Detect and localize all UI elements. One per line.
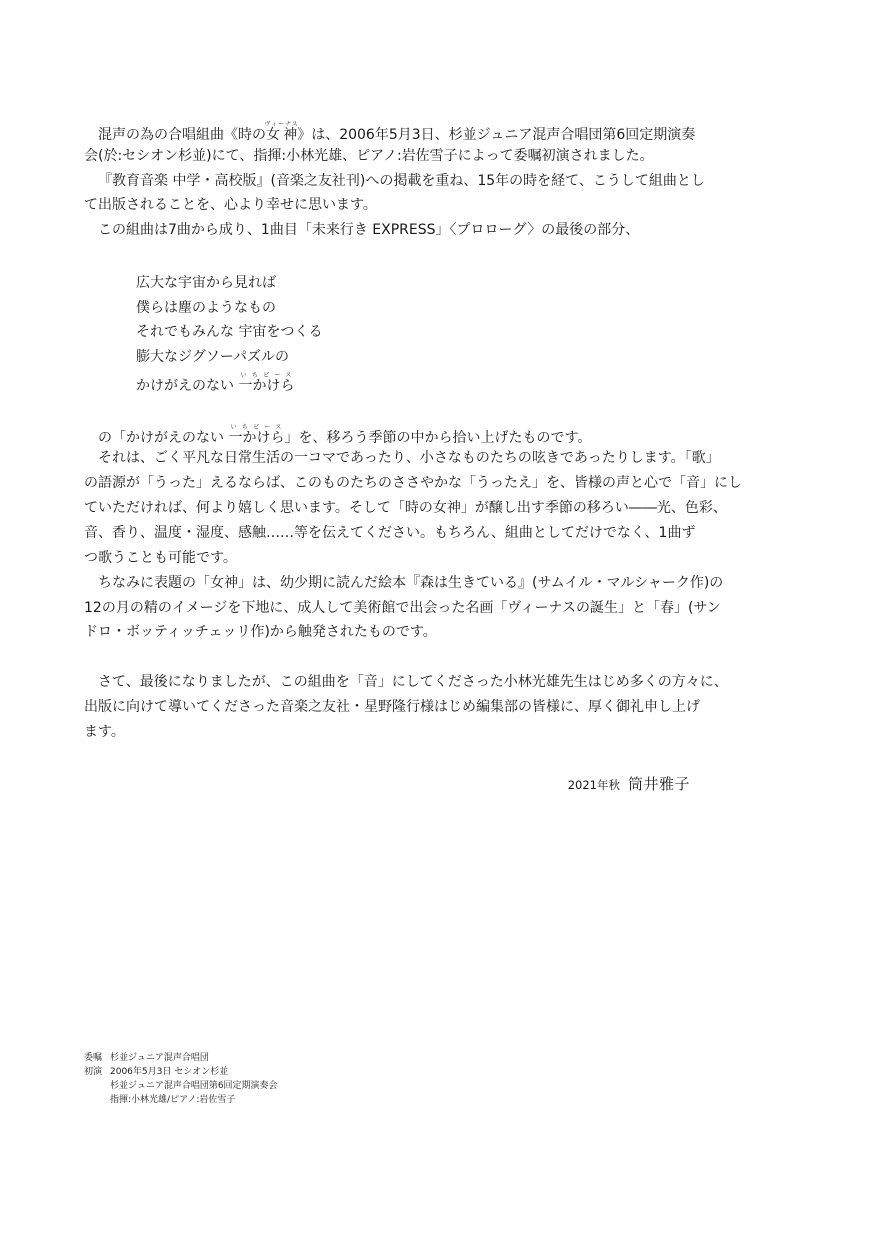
poem-line-5: かけがえのない 一かけらいちピース	[136, 372, 295, 394]
poem-line-1: 広大な宇宙から見れば	[136, 275, 276, 291]
piece-ruby: 一かけらいちピース	[228, 424, 285, 446]
signature	[568, 773, 690, 794]
venus-ruby: 女神ヴィーナス	[264, 121, 299, 143]
poem-line-2: 僕らは塵のようなもの	[136, 300, 276, 316]
paragraph-2-line-1: 『教育音楽 中学・高校版』(音楽之友社刊)への掲載を重ね、15年の時を経て、こうして組曲とし	[98, 173, 705, 189]
paragraph-7-line-3: ます。	[84, 724, 125, 740]
commission-label: 委嘱	[84, 1053, 103, 1063]
premiere-date-venue: 2006年5月3日 セシオン杉並	[110, 1067, 229, 1077]
premiere-concert: 杉並ジュニア混声合唱団第6回定期演奏会	[110, 1081, 278, 1091]
commission-row	[84, 1051, 278, 1065]
footer-credits	[84, 1051, 278, 1107]
paragraph-7-line-2: 出版に向けて導いてくださった音楽之友社・星野隆行様はじめ編集部の皆様に、厚く御礼申し上げ	[84, 699, 700, 715]
paragraph-5-line-4: 音、香り、温度・湿度、感触……等を伝えてください。もちろん、組曲としてだけでなく、1曲ず	[84, 525, 696, 541]
paragraph-4-line-1: の「かけがえのない 一かけらいちピース」を、移ろう季節の中から拾い上げたものです。	[98, 424, 592, 446]
paragraph-5-line-3: ていただければ、何より嬉しく思います。そして「時の女神」が醸し出す季節の移ろい――光、色彩、	[84, 500, 727, 516]
paragraph-6-line-1: ちなみに表題の「女神」は、幼少期に読んだ絵本『森は生きている』(サムイル・マルシャーク作)の	[98, 575, 724, 591]
poem-line-4: 膨大なジグソーパズルの	[136, 349, 290, 365]
paragraph-1-line-2: 会(於:セシオン杉並)にて、指揮:小林光雄、ピアノ:岩佐雪子によって委嘱初演されました。	[84, 148, 654, 164]
paragraph-2-line-2: て出版されることを、心より幸せに思います。	[84, 197, 377, 213]
paragraph-6-line-3: ドロ・ボッティッチェッリ作)から触発されたものです。	[84, 624, 437, 640]
poem-line-3: それでもみんな 宇宙をつくる	[136, 324, 323, 340]
paragraph-3-line-1: この組曲は7曲から成り、1曲目「未来行き EXPRESS」〈プロローグ〉の最後の部分、	[98, 222, 640, 238]
premiere-performers: 指揮:小林光雄/ピアノ:岩佐雪子	[110, 1095, 236, 1105]
premiere-row	[84, 1065, 278, 1079]
premiere-row-2	[84, 1079, 278, 1093]
paragraph-7-line-1: さて、最後になりましたが、この組曲を「音」にしてくださった小林光雄先生はじめ多くの方々に、	[98, 674, 728, 690]
paragraph-5-line-5: つ歌うことも可能です。	[84, 550, 237, 566]
paragraph-5-line-2: の語源が「うった」えるならば、このものたちのささやかな「うったえ」を、皆様の声と心で「音」にし	[84, 475, 742, 491]
piece-ruby: 一かけらいちピース	[238, 372, 295, 394]
premiere-row-3	[84, 1093, 278, 1107]
commission-value: 杉並ジュニア混声合唱団	[110, 1053, 209, 1063]
signature-year: 2021年秋	[567, 778, 620, 792]
paragraph-5-line-1: それは、ごく平凡な日常生活の一コマであったり、小さなものたちの呟きであったりします。「歌」	[98, 450, 720, 466]
premiere-label: 初演	[84, 1067, 103, 1077]
paragraph-6-line-2: 12の月の精のイメージを下地に、成人して美術館で出会った名画「ヴィーナスの誕生」と「春」(サン	[84, 600, 721, 616]
signature-author: 筒井雅子	[627, 775, 690, 793]
paragraph-1-line-1: 混声の為の合唱組曲《時の女神ヴィーナス》は、2006年5月3日、杉並ジュニア混声合唱団第6回定期演奏	[98, 121, 696, 143]
